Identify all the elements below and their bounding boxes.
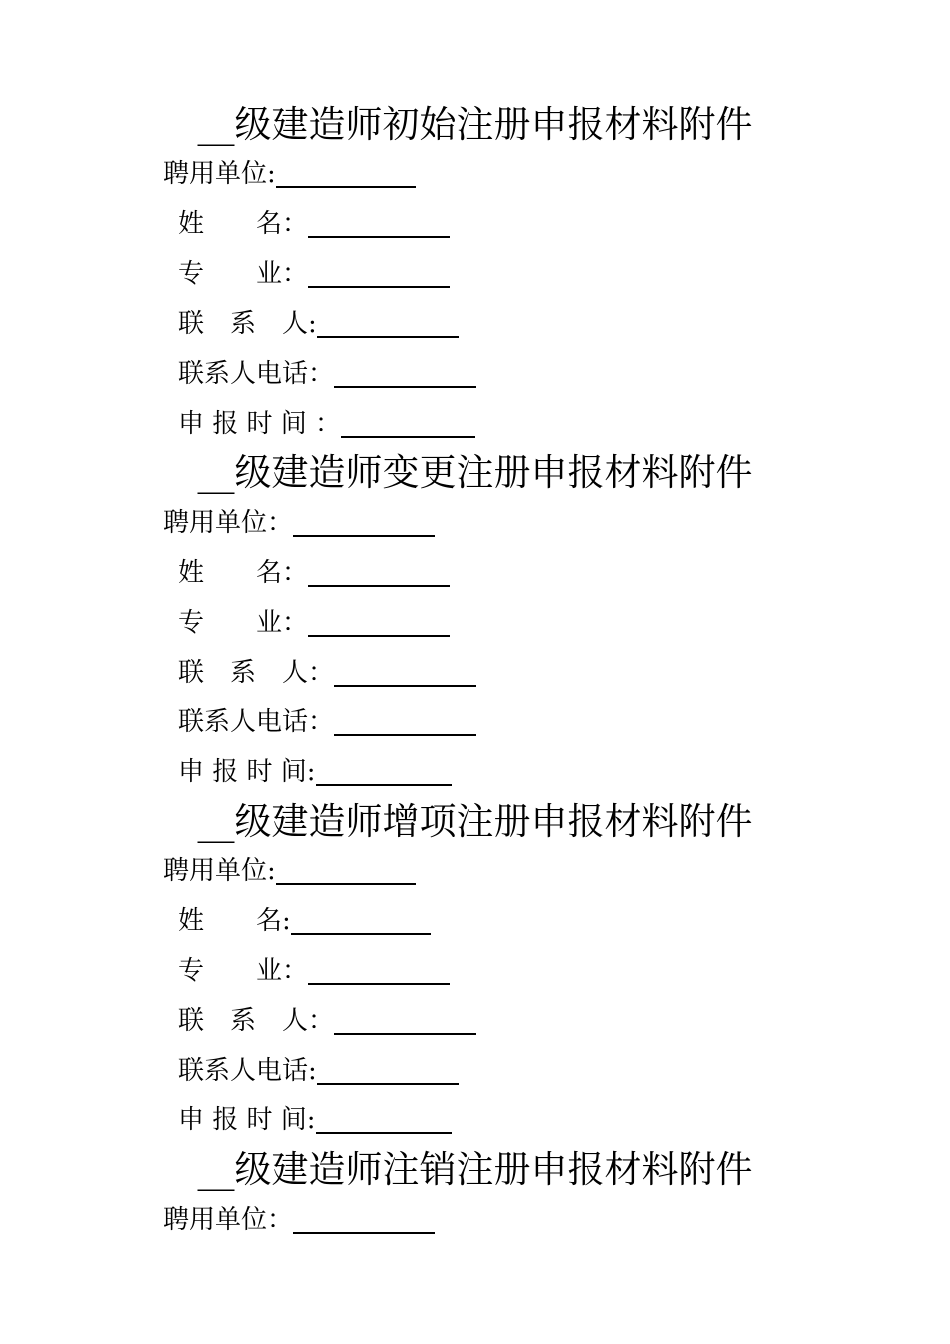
fill-in-blank — [276, 857, 416, 885]
field-label: 聘用单位: — [163, 856, 276, 886]
field-label: 专 业： — [178, 259, 309, 289]
field-label: 聘用单位: — [163, 159, 276, 189]
field-label: 姓 名： — [178, 209, 309, 239]
field-label: 聘用单位： — [163, 1205, 294, 1235]
field-label: 联系人电话： — [178, 707, 335, 737]
field-contact-person — [178, 1005, 476, 1037]
field-label: 联系人电话: — [178, 1056, 317, 1086]
field-specialty — [178, 258, 450, 290]
field-label: 专 业： — [178, 608, 309, 638]
section-title-add-item-registration: __级建造师增项注册申报材料附件 — [197, 800, 753, 843]
fill-in-blank — [316, 758, 452, 786]
fill-in-blank — [341, 410, 475, 438]
field-submission-date — [178, 1104, 452, 1136]
field-contact-phone — [178, 706, 476, 738]
fill-in-blank — [291, 907, 431, 935]
fill-in-blank — [308, 210, 450, 238]
field-employer — [163, 507, 435, 539]
fill-in-blank — [334, 360, 476, 388]
field-label: 联系人电话： — [178, 359, 335, 389]
fill-in-blank — [276, 160, 416, 188]
section-title-change-registration: __级建造师变更注册申报材料附件 — [197, 451, 753, 494]
field-label: 申 报 时 间 ： — [178, 409, 342, 439]
field-contact-person — [178, 308, 459, 340]
field-label: 聘用单位： — [163, 508, 294, 538]
field-contact-phone — [178, 358, 476, 390]
field-submission-date — [178, 756, 452, 788]
field-label: 申 报 时 间: — [178, 1105, 316, 1135]
field-specialty — [178, 955, 450, 987]
fill-in-blank — [293, 1206, 435, 1234]
fill-in-blank — [293, 509, 435, 537]
field-employer — [163, 158, 416, 190]
field-contact-phone — [178, 1055, 459, 1087]
field-label: 专 业： — [178, 956, 309, 986]
fill-in-blank — [308, 609, 450, 637]
fill-in-blank — [317, 310, 459, 338]
field-label: 联 系 人： — [178, 658, 335, 688]
field-name — [178, 905, 431, 937]
section-title-cancellation-registration: __级建造师注销注册申报材料附件 — [197, 1148, 753, 1191]
fill-in-blank — [317, 1057, 459, 1085]
section-title-initial-registration: __级建造师初始注册申报材料附件 — [197, 103, 753, 146]
field-employer — [163, 855, 416, 887]
field-employer — [163, 1204, 435, 1236]
field-specialty — [178, 607, 450, 639]
field-contact-person — [178, 657, 476, 689]
field-name — [178, 557, 450, 589]
fill-in-blank — [334, 1007, 476, 1035]
field-label: 姓 名: — [178, 906, 291, 936]
fill-in-blank — [316, 1106, 452, 1134]
field-label: 联 系 人: — [178, 309, 317, 339]
field-label: 姓 名： — [178, 558, 309, 588]
field-submission-date — [178, 408, 475, 440]
fill-in-blank — [334, 659, 476, 687]
fill-in-blank — [334, 708, 476, 736]
fill-in-blank — [308, 559, 450, 587]
field-label: 联 系 人： — [178, 1006, 335, 1036]
field-label: 申 报 时 间: — [178, 757, 316, 787]
field-name — [178, 208, 450, 240]
fill-in-blank — [308, 260, 450, 288]
fill-in-blank — [308, 957, 450, 985]
